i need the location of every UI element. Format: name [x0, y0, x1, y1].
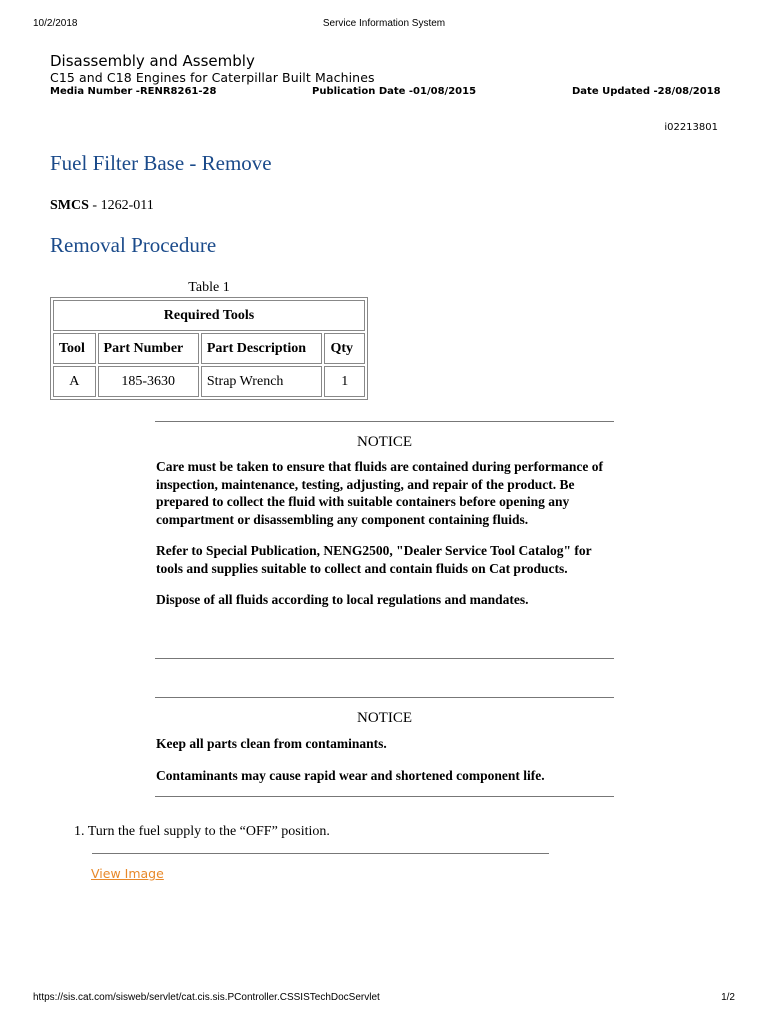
table-row: [53, 366, 365, 397]
column-header-qty: Qty: [324, 333, 365, 364]
document-subtitle: C15 and C18 Engines for Caterpillar Built Machines: [50, 70, 375, 85]
required-tools-table: [50, 297, 368, 400]
notice-body: [156, 458, 616, 623]
print-header-title: Service Information System: [322, 18, 446, 29]
notice-divider: [155, 796, 614, 797]
smcs-code: [50, 198, 154, 214]
procedure-step: 1. Turn the fuel supply to the “OFF” position.: [74, 824, 330, 839]
document-title: Disassembly and Assembly: [50, 52, 255, 70]
table-title: Required Tools: [53, 300, 365, 331]
document-id: i02213801: [664, 122, 718, 133]
notice-divider: [155, 697, 614, 698]
footer-url: https://sis.cat.com/sisweb/servlet/cat.cis.sis.PController.CSSISTechDocServlet: [33, 992, 380, 1003]
step-divider: [92, 853, 549, 854]
notice-paragraph: Keep all parts clean from contaminants.: [156, 736, 387, 751]
notice-body: [156, 735, 616, 798]
media-number: Media Number -RENR8261-28: [50, 86, 217, 97]
cell-qty: 1: [324, 366, 365, 397]
cell-part-description: Strap Wrench: [201, 366, 323, 397]
date-updated: Date Updated -28/08/2018: [572, 86, 721, 97]
procedure-heading: Removal Procedure: [50, 233, 217, 257]
table-caption: Table 1: [188, 280, 230, 295]
notice-title: NOTICE: [357, 710, 412, 726]
cell-tool: A: [53, 366, 96, 397]
notice-paragraph: Refer to Special Publication, NENG2500, "Dealer Service Tool Catalog" for tools and supplies suitable to collect and contain fluids on Cat products.: [156, 543, 592, 576]
view-image-link[interactable]: View Image: [91, 866, 164, 881]
column-header-part-number: Part Number: [98, 333, 199, 364]
notice-paragraph: Dispose of all fluids according to local regulations and mandates.: [156, 592, 529, 607]
column-header-part-description: Part Description: [201, 333, 323, 364]
notice-paragraph: Care must be taken to ensure that fluids are contained during performance of inspection, maintenance, testing, adjusting, and repair of the product. Be prepared to collect the fluid with suitable containers before opening any compartment or disassembling any component containing fluids.: [156, 459, 603, 527]
column-header-tool: Tool: [53, 333, 96, 364]
smcs-value: - 1262-011: [88, 198, 154, 213]
notice-paragraph: Contaminants may cause rapid wear and shortened component life.: [156, 767, 545, 783]
smcs-label: SMCS: [50, 198, 89, 213]
notice-divider: [155, 421, 614, 422]
notice-title: NOTICE: [357, 434, 412, 450]
print-date: 10/2/2018: [33, 18, 78, 29]
page-number: 1/2: [721, 992, 735, 1003]
publication-date: Publication Date -01/08/2015: [312, 86, 477, 97]
cell-part-number: 185-3630: [98, 366, 199, 397]
notice-divider: [155, 658, 614, 659]
section-heading: Fuel Filter Base - Remove: [50, 151, 272, 175]
